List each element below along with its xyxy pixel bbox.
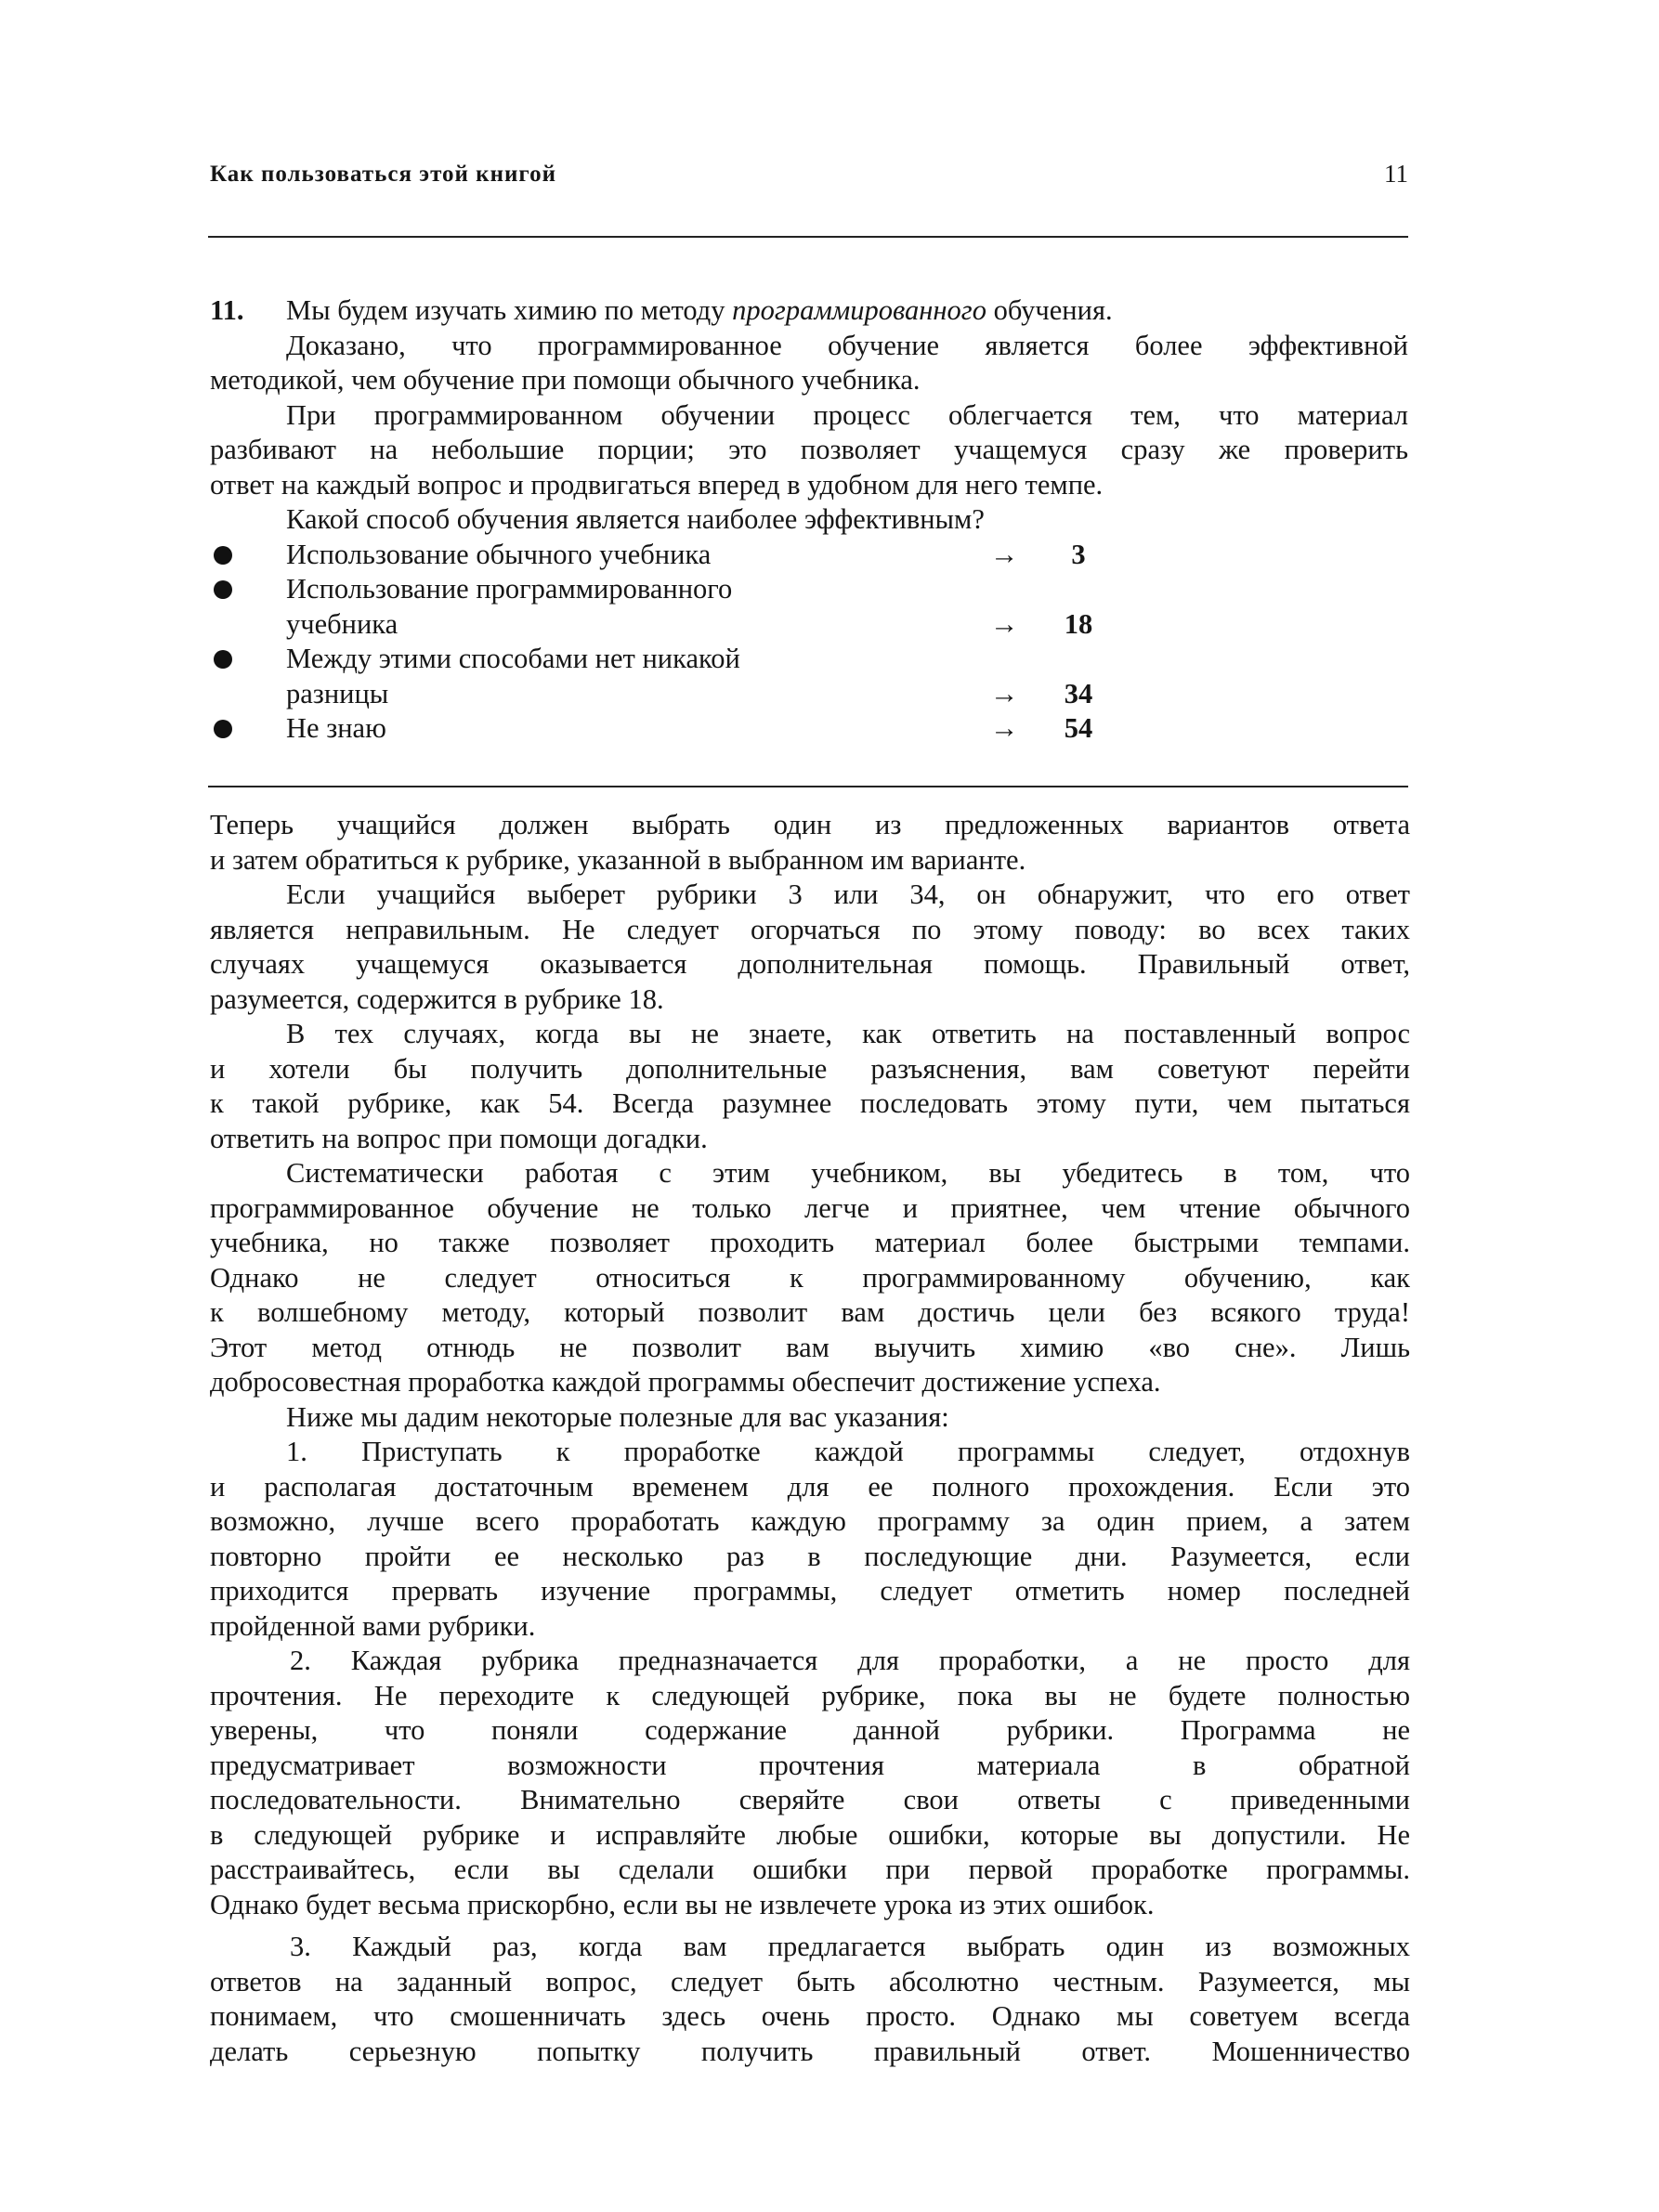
text-line: расстраивайтесь, если вы сделали ошибки при первой проработке программы. [210, 1854, 1410, 1885]
option-label [210, 711, 806, 747]
answer-option[interactable] [210, 572, 1408, 642]
paragraph [210, 1644, 1410, 1922]
option-label-line: учебника [286, 607, 398, 640]
option-target-rubric[interactable]: 18 [1064, 607, 1093, 640]
option-label [210, 572, 806, 642]
frame-paragraph-2 [210, 398, 1408, 503]
arrow-right-icon: → [990, 607, 1019, 640]
bullet-icon [214, 546, 232, 565]
text-line: Однако будет весьма прискорбно, если вы не извлечете урока из этих ошибок. [210, 1888, 1155, 1920]
text-line: понимаем, что смошенничать здесь очень просто. Однако мы советуем всегда [210, 2000, 1410, 2032]
text-line: разумеется, содержится в рубрике 18. [210, 982, 664, 1015]
arrow-right-icon: → [990, 712, 1019, 744]
text-line: Если учащийся выберет рубрики 3 или 34, он обнаружит, что его ответ [286, 878, 1410, 910]
option-label [210, 642, 806, 711]
text-line: в следующей рубрике и исправляйте любые ошибки, которые вы допустили. Не [210, 1818, 1410, 1851]
text-line: программированное обучение не только легче и приятнее, чем чтение обычного [210, 1191, 1410, 1224]
answer-option[interactable] [210, 642, 1408, 711]
answer-options [210, 538, 1408, 747]
text-line: делать серьезную попытку получить правильный ответ. Мошенничество [210, 2035, 1410, 2067]
option-label-line: Использование обычного учебника [286, 538, 712, 570]
text-line: прочтения. Не переходите к следующей рубрике, пока вы не будете полностью [210, 1679, 1410, 1711]
text-line: 3. Каждый раз, когда вам предлагается выбрать один из возможных [290, 1931, 1410, 1962]
question-text: Какой способ обучения является наиболее эффективным? [286, 503, 985, 535]
option-label-line: Использование программированного [286, 573, 733, 605]
running-title: Как пользоваться этой книгой [210, 162, 557, 187]
bullet-icon [214, 650, 232, 669]
text-line: Однако не следует относиться к программированному обучению, как [210, 1261, 1410, 1294]
paragraph [210, 878, 1410, 1017]
text-line: При программированном обучении процесс облегчается тем, что материал [286, 398, 1408, 431]
text-line: повторно пройти ее несколько раз в последующие дни. Разумеется, если [210, 1540, 1410, 1572]
text-line: Доказано, что программированное обучение является более эффективной [286, 329, 1408, 361]
paragraph [210, 1156, 1410, 1400]
frame-11 [210, 293, 1408, 747]
page-header [210, 156, 1408, 193]
text-line: разбивают на небольшие порции; это позволяет учащемуся сразу же проверить [210, 434, 1408, 465]
text-line: 2. Каждая рубрика предназначается для проработки, а не просто для [290, 1645, 1410, 1676]
text-line: предусматривает возможности прочтения материала в обратной [210, 1749, 1410, 1781]
bullet-icon [214, 720, 232, 738]
text-line: Систематически работая с этим учебником, вы убедитесь в том, что [286, 1157, 1410, 1189]
text-line: Этот метод отнюдь не позволит вам выучить химию «во сне». Лишь [210, 1331, 1410, 1363]
frame-paragraph-1 [210, 329, 1408, 398]
arrow-right-icon: → [990, 538, 1019, 570]
paragraph [210, 1435, 1410, 1644]
option-label-line: Не знаю [286, 712, 386, 744]
paragraph [210, 1017, 1410, 1156]
text-line: Теперь учащийся должен выбрать один из предложенных вариантов ответа [210, 809, 1410, 840]
text-line: к такой рубрике, как 54. Всегда разумнее последовать этому пути, чем пытаться [210, 1087, 1410, 1119]
answer-option[interactable] [210, 711, 1408, 747]
header-divider [208, 236, 1408, 238]
text-line: ответить на вопрос при помощи догадки. [210, 1122, 708, 1154]
text-line: Ниже мы дадим некоторые полезные для вас указания: [286, 1400, 949, 1433]
option-target-rubric[interactable]: 54 [1064, 712, 1093, 744]
frame-intro-line [210, 293, 1408, 329]
frame-question [210, 502, 1408, 538]
text-line: 1. Приступать к проработке каждой программы следует, отдохнув [286, 1436, 1410, 1467]
text-line: ответ на каждый вопрос и продвигаться вперед в удобном для него темпе. [210, 468, 1104, 501]
text-line: уверены, что поняли содержание данной рубрики. Программа не [210, 1714, 1410, 1746]
text-line: приходится прервать изучение программы, следует отметить номер последней [210, 1575, 1410, 1607]
text-line: возможно, лучше всего проработать каждую программу за один прием, а затем [210, 1505, 1410, 1537]
option-label-line: разницы [286, 677, 389, 709]
option-target-rubric[interactable]: 3 [1071, 538, 1086, 570]
frame-divider [208, 786, 1408, 787]
option-target-rubric[interactable]: 34 [1064, 677, 1093, 709]
text-line: ответов на заданный вопрос, следует быть абсолютно честным. Разумеется, мы [210, 1965, 1410, 1997]
text-line: случаях учащемуся оказывается дополнительная помощь. Правильный ответ, [210, 948, 1410, 980]
body-text [210, 808, 1410, 2069]
text-line: В тех случаях, когда вы не знаете, как ответить на поставленный вопрос [286, 1018, 1410, 1049]
paragraph [210, 1400, 1410, 1436]
frame-intro [210, 293, 1408, 329]
bullet-icon [214, 580, 232, 599]
option-label-line: Между этими способами нет никакой [286, 643, 740, 674]
text-line: последовательности. Внимательно сверяйте свои ответы с приведенными [210, 1784, 1410, 1815]
text-line: является неправильным. Не следует огорчаться по этому поводу: во всех таких [210, 913, 1410, 945]
frame-intro-text: Мы будем изучать химию по методу программированного обучения. [286, 294, 1113, 326]
arrow-right-icon: → [990, 677, 1019, 709]
paragraph [210, 1930, 1410, 2069]
text-line: методикой, чем обучение при помощи обычного учебника. [210, 364, 921, 396]
paragraph-gap [210, 1922, 1410, 1930]
page-number: 11 [1384, 160, 1408, 188]
text-line: к волшебному методу, который позволит вам достичь цели без всякого труда! [210, 1296, 1410, 1328]
paragraph [210, 808, 1410, 878]
text-line: учебника, но также позволяет проходить материал более быстрыми темпами. [210, 1227, 1410, 1258]
text-line: добросовестная проработка каждой программы обеспечит достижение успеха. [210, 1366, 1161, 1398]
text-line: и располагая достаточным временем для ее полного прохождения. Если это [210, 1470, 1410, 1503]
option-label [210, 538, 806, 573]
text-line: и хотели бы получить дополнительные разъяснения, вам советуют перейти [210, 1052, 1410, 1085]
answer-option[interactable] [210, 538, 1408, 573]
text-line: пройденной вами рубрики. [210, 1609, 536, 1642]
frame-number: 11. [210, 294, 244, 326]
text-line: и затем обратиться к рубрике, указанной в выбранном им варианте. [210, 843, 1026, 876]
